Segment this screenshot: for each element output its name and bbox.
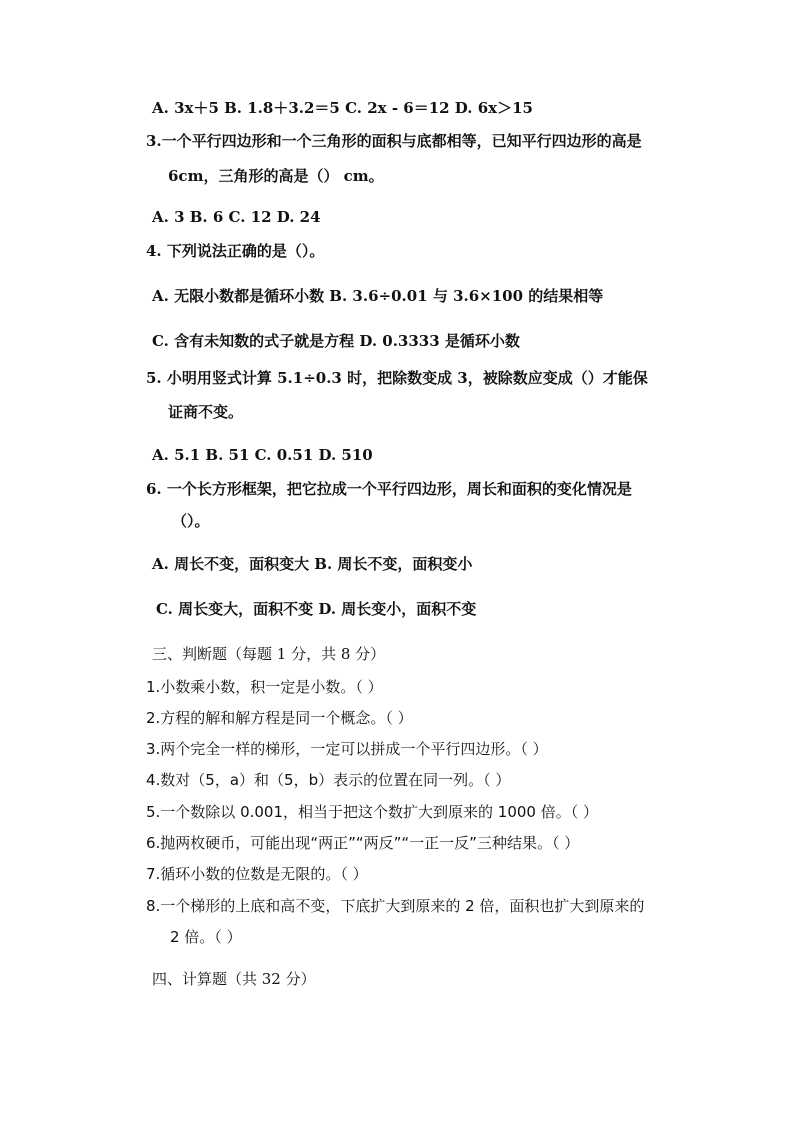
- q3-stem-line2: 6cm，三角形的高是（） cm。: [168, 167, 384, 185]
- judge-item: 2.方程的解和解方程是同一个概念。（ ）: [146, 709, 413, 727]
- judge-item: 5.一个数除以 0.001，相当于把这个数扩大到原来的 1000 倍。（ ）: [146, 803, 599, 821]
- q5-stem-line2: 证商不变。: [168, 403, 244, 421]
- judge-item: 4.数对（5，a）和（5，b）表示的位置在同一列。（ ）: [146, 771, 511, 789]
- q6-options-cd: C. 周长变大，面积不变 D. 周长变小，面积不变: [156, 600, 477, 618]
- q5-options: A. 5.1 B. 51 C. 0.51 D. 510: [152, 446, 373, 464]
- q5-stem-line1: 5. 小明用竖式计算 5.1÷0.3 时，把除数变成 3，被除数应变成（）才能保: [146, 369, 648, 387]
- q3-stem-line1: 3.一个平行四边形和一个三角形的面积与底都相等，已知平行四边形的高是: [146, 132, 642, 150]
- q4-options-ab: A. 无限小数都是循环小数 B. 3.6÷0.01 与 3.6×100 的结果相等: [152, 287, 604, 305]
- q6-options-ab: A. 周长不变，面积变大 B. 周长不变，面积变小: [152, 555, 473, 573]
- judge-item: 7.循环小数的位数是无限的。（ ）: [146, 865, 368, 883]
- judge-item: 1.小数乘小数，积一定是小数。（ ）: [146, 678, 383, 696]
- q4-options-cd: C. 含有未知数的式子就是方程 D. 0.3333 是循环小数: [152, 332, 520, 350]
- section3-title: 三、判断题（每题 1 分，共 8 分）: [152, 645, 386, 663]
- judge-item: 3.两个完全一样的梯形，一定可以拼成一个平行四边形。（ ）: [146, 740, 548, 758]
- q3-options: A. 3 B. 6 C. 12 D. 24: [152, 208, 321, 226]
- q4-stem: 4. 下列说法正确的是（）。: [146, 242, 325, 260]
- q2-options: A. 3x＋5 B. 1.8＋3.2＝5 C. 2x - 6＝12 D. 6x＞15: [152, 99, 533, 117]
- q6-stem-line2: （）。: [172, 512, 210, 530]
- q6-stem-line1: 6. 一个长方形框架，把它拉成一个平行四边形，周长和面积的变化情况是: [146, 480, 632, 498]
- judge-item: 8.一个梯形的上底和高不变，下底扩大到原来的 2 倍，面积也扩大到原来的: [146, 897, 645, 915]
- judge-item-continuation: 2 倍。（ ）: [170, 928, 242, 946]
- judge-item: 6.抛两枚硬币，可能出现“两正”“两反”“一正一反”三种结果。（ ）: [146, 834, 580, 852]
- section4-title: 四、计算题（共 32 分）: [152, 970, 316, 988]
